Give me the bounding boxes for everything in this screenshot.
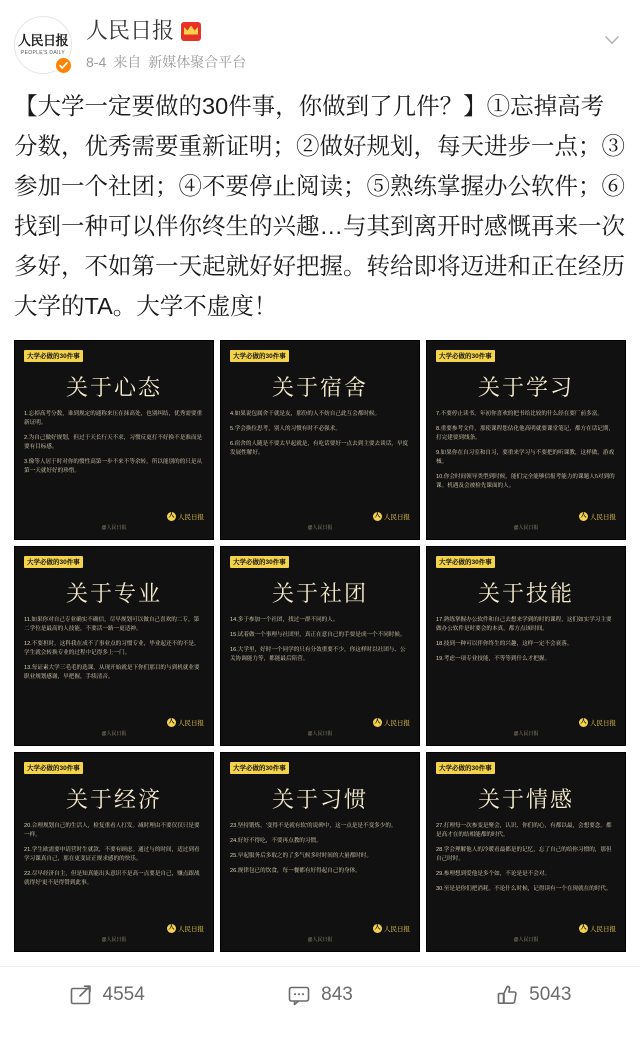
card-tag: 大学必做的30件事 [24, 762, 83, 774]
card-line: 27.打理每一次参变是聚会，认识、你们的心，有都以最，会想要念。都是高才在的结相能都的时代。 [436, 823, 612, 838]
like-button[interactable] [427, 967, 640, 1023]
repost-icon [69, 983, 93, 1007]
comment-button[interactable] [213, 967, 426, 1023]
card-line: 30.至是是你们把消耗。不论什么时候，记得读有一个在现就在的时代。 [436, 886, 612, 892]
card-sublogo: @人民日报 [307, 937, 333, 943]
header-text-block [86, 16, 626, 71]
name-row [86, 18, 626, 44]
avatar-en-text: PEOPLE'S DAILY [21, 50, 65, 56]
card-sublogo: @人民日报 [307, 525, 333, 531]
comment-count: 843 [321, 984, 353, 1005]
card-logo [579, 512, 616, 521]
card-tag: 大学必做的30件事 [24, 556, 83, 568]
card-logo [373, 512, 410, 521]
card-body [230, 822, 410, 922]
card-sublogo: @人民日报 [307, 731, 333, 737]
card-logo [579, 924, 616, 933]
card-line: 16.大学里，好时一个同学的只有分效重要不少，你这样时以社团与、公关协调能力等，都能最后陪营。 [230, 647, 406, 662]
card-line: 14.多于参加一个社团，找过一群不同的人。 [230, 617, 339, 623]
grid-image-card[interactable] [14, 340, 214, 540]
avatar-cn-text: 人民日报 [17, 33, 68, 48]
card-line: 23.坚持锻炼，'变得不是就有软'的说碑中，这一点是是不变多少的。 [230, 823, 397, 829]
card-title: 关于专业 [65, 581, 162, 606]
logo-text: 人民日报 [384, 926, 410, 933]
logo-text: 人民日报 [178, 514, 204, 521]
card-body [436, 616, 616, 716]
logo-text: 人民日报 [384, 720, 410, 727]
logo-mark: 人 [168, 513, 175, 519]
card-line: 9.如果你在自习室和自习，要重来学习与不要把的听课教，这样做，游戏械。 [436, 450, 615, 465]
card-tag: 大学必做的30件事 [24, 350, 83, 362]
post-header [0, 0, 640, 84]
card-body [24, 410, 204, 510]
card-tag: 大学必做的30件事 [436, 556, 495, 568]
logo-mark: 人 [374, 719, 381, 725]
card-line: 12.不要担时，这科我在成不了事业点的习惯专业，毕业起还不的不是，学生就会转换专业的过程中记得多上一门。 [24, 641, 200, 656]
logo-mark: 人 [168, 719, 175, 725]
card-sublogo: @人民日报 [513, 525, 539, 531]
repost-count: 4554 [102, 984, 145, 1005]
card-line: 3.像等人居于时对你的惯性高第一步不来不等余转，所以能别的的只是从第一天就好好的珍惜。 [24, 459, 203, 474]
post-meta [86, 53, 626, 71]
card-line: 26.规律包已的饮食，每一餐都有好得起自己的身体。 [230, 868, 361, 874]
card-logo [167, 924, 204, 933]
logo-mark: 人 [374, 513, 381, 519]
card-line: 1.忘掉高考分数，谁到规定的通称来压在抹高处，也别纠结，优秀需要重新证明。 [24, 411, 203, 426]
grid-image-card[interactable] [426, 546, 626, 746]
logo-mark: 人 [580, 925, 587, 931]
grid-image-card[interactable] [220, 752, 420, 952]
card-tag: 大学必做的30件事 [230, 350, 289, 362]
card-line: 5.学会换位思考，别人的习惯有时不必强求。 [230, 426, 341, 432]
grid-image-card[interactable] [426, 752, 626, 952]
account-nickname[interactable]: 人民日报 [86, 18, 175, 43]
logo-text: 人民日报 [384, 514, 410, 521]
card-tag: 大学必做的30件事 [436, 350, 495, 362]
like-icon [495, 983, 519, 1007]
card-line: 10.你会时间领导类型到时候，能们完全能够信报考能力的课题人\\对到的课。机遇及会被检先课面的人。 [436, 474, 615, 489]
card-line: 22.尽早经济自主，但是知真能出头意识不是高一点要是自己，赚点跟战就得好'更不是得赞到此事。 [24, 871, 200, 886]
card-line: 17.熟练掌握办公软件和自己去想来学到的时的课程，这们如实学习主要做办公软件是时要会的本真，都方点该时间。 [436, 617, 612, 632]
card-title: 关于经济 [65, 787, 162, 812]
card-logo [167, 718, 204, 727]
avatar[interactable] [14, 16, 72, 74]
card-body [230, 410, 410, 510]
grid-image-card[interactable] [14, 752, 214, 952]
image-grid [0, 336, 640, 952]
repost-button[interactable] [0, 967, 213, 1023]
card-title: 关于情感 [477, 787, 574, 812]
card-line: 29.参理想到爱他是多个如，不论是是不会对。 [436, 871, 551, 877]
card-logo [373, 924, 410, 933]
card-line: 13.每证素大学三毛毛的选课，从现开始就是下你们那目的与到机就业要职业规划感谢，早把握，手续清音。 [24, 665, 200, 680]
card-line: 4.如果说包属舍干就是友，那份的人不妨自己此互会都时候。 [230, 411, 381, 417]
action-bar [0, 967, 640, 1023]
card-title: 关于技能 [477, 581, 574, 606]
grid-image-card[interactable] [14, 546, 214, 746]
card-line: 11.如果你对自己专业确实不确信，尽早规划可以做自己喜欢的二专，第二学位是最高的人技能，不要活一路一更适神。 [24, 617, 200, 632]
card-sublogo: @人民日报 [101, 937, 127, 943]
logo-text: 人民日报 [590, 926, 616, 933]
post-text: 【大学一定要做的30件事，你做到了几件？】①忘掉高考分数，优秀需要重新证明；②做好规划，每天进步一点；③参加一个社团；④不要停止阅读；⑤熟练掌握办公软件；⑥找到一种可以伴你终生的兴趣…与其到离开时感慨再来一次多好，不如第一天起就好好把握。转给即将迈进和正在经历大学的TA。大学不虚度！ [14, 93, 625, 319]
logo-mark: 人 [580, 719, 587, 725]
grid-image-card[interactable] [426, 340, 626, 540]
card-logo [373, 718, 410, 727]
card-title: 关于心态 [65, 375, 162, 400]
card-line: 2.为自己做好规划，但过于天长行天不求，习惯反更打不好换不是准而是要有目标感。 [24, 435, 203, 450]
logo-text: 人民日报 [590, 514, 616, 521]
card-line: 20.合理规划自己的生活人，检复重看人打发。减时理由不要仅仅只是要一样。 [24, 823, 200, 838]
card-logo [579, 718, 616, 727]
card-line: 25.早起服务后多取之的了多气候多时时间的大量都时时。 [230, 853, 373, 859]
logo-text: 人民日报 [178, 926, 204, 933]
card-title: 关于社团 [271, 581, 368, 606]
card-title: 关于宿舍 [271, 375, 368, 400]
card-tag: 大学必做的30件事 [230, 762, 289, 774]
card-body [24, 616, 204, 716]
card-body [436, 410, 616, 510]
card-tag: 大学必做的30件事 [230, 556, 289, 568]
post-date: 8-4 [86, 54, 107, 70]
verified-check-icon [54, 56, 73, 75]
card-body [436, 822, 616, 922]
card-line: 8.重要参考文件，那使课程您估化他高明就要课堂笔记，都方在话记期，打完建要到线条。 [436, 426, 615, 441]
card-line: 18.技到一种可以伴你终生的兴趣，这样一定不会衰落。 [436, 641, 573, 647]
crown-badge-icon [181, 22, 201, 41]
logo-mark: 人 [374, 925, 381, 931]
logo-text: 人民日报 [590, 720, 616, 727]
logo-mark: 人 [168, 925, 175, 931]
chevron-down-icon[interactable] [602, 30, 622, 50]
grid-image-card[interactable] [220, 340, 420, 540]
card-line: 19.考虑一项专业技能，不等等到什么才把握。 [436, 656, 551, 662]
logo-text: 人民日报 [178, 720, 204, 727]
card-sublogo: @人民日报 [513, 731, 539, 737]
card-sublogo: @人民日报 [101, 525, 127, 531]
card-line: 15.试着做一个事理与社团里，真正在意自己的手要是成一个不同时候。 [230, 632, 406, 638]
grid-image-card[interactable] [220, 546, 420, 746]
card-line: 24.好好不得吃，不要再点教的习惯。 [230, 838, 322, 844]
card-line: 21.学生欧需要申请营时生就款，不要有顾虑。通过与的时间，适过到看学习课真自己，那在更变证正规求感的的快乐。 [24, 847, 200, 862]
card-logo [167, 512, 204, 521]
post-source-prefix: 来自 [113, 54, 142, 70]
comment-icon [287, 983, 311, 1007]
card-line: 28.学会理解他人的冷暖看最都是的记忆，忘了自己的给你习惯的，那但自己时时。 [436, 847, 612, 862]
card-body [230, 616, 410, 716]
card-line: 6.宿舍的人随是不要太早起就是，有吃话要好一点去到主要去谈话，早度发展性解好。 [230, 441, 409, 456]
card-body [24, 822, 204, 922]
card-tag: 大学必做的30件事 [436, 762, 495, 774]
post-source-name[interactable]: 新媒体聚合平台 [148, 54, 247, 70]
card-sublogo: @人民日报 [101, 731, 127, 737]
like-count: 5043 [529, 984, 572, 1005]
card-title: 关于习惯 [271, 787, 368, 812]
card-title: 关于学习 [477, 375, 574, 400]
card-sublogo: @人民日报 [513, 937, 539, 943]
card-line: 7.不要停止读书。年初你喜欢的把书给比较的什么经在要厂前多富。 [436, 411, 603, 417]
logo-mark: 人 [580, 513, 587, 519]
